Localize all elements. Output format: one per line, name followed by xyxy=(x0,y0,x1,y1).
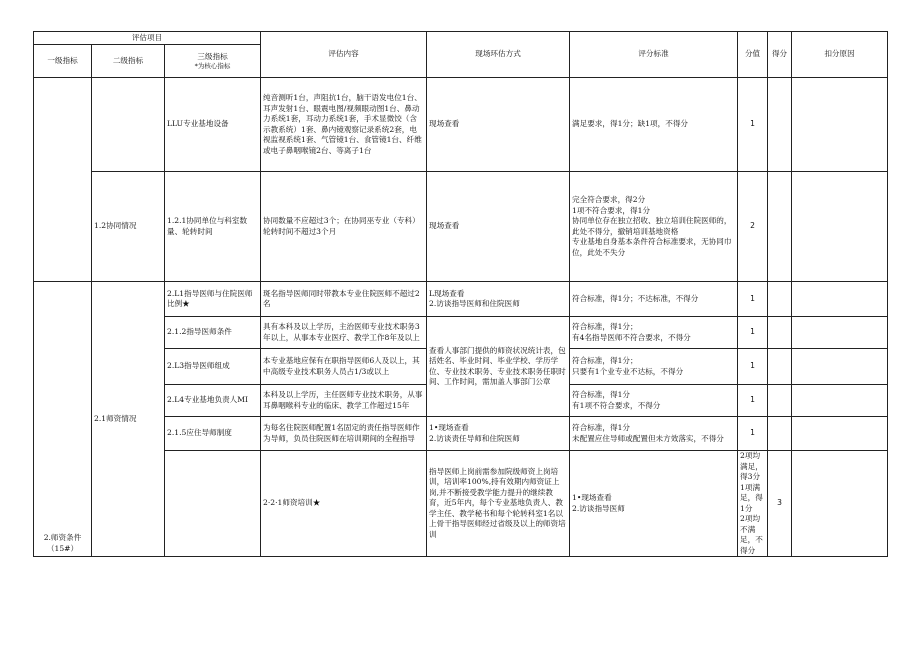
score-cell[interactable] xyxy=(768,349,792,385)
deduction-cell[interactable] xyxy=(792,317,888,349)
deduction-cell[interactable] xyxy=(792,78,888,172)
deduction-cell[interactable] xyxy=(792,385,888,417)
content-cell: 本专业基地应保有在职指导医师6人及以上，其中高级专业技术职务人员占1/3或以上 xyxy=(261,349,427,385)
score-cell[interactable] xyxy=(768,282,792,317)
deduction-cell[interactable] xyxy=(792,417,888,451)
header-level3 xyxy=(165,45,261,78)
score-cell[interactable] xyxy=(768,385,792,417)
points-cell: 1 xyxy=(738,349,768,385)
standard-cell: 完全符合要求，得2分 1项不符合要求，得1分 协同单位存在独立招收、独立培训住院医师的，此处不得分，撤销培训基地资格 专业基地自身基本条件符合标准要求，无协同巾位，此处不失分 xyxy=(570,172,738,282)
header-deduction: 扣分原因 xyxy=(792,32,888,78)
assessment-table xyxy=(33,31,888,557)
standard-cell: 符合标准，得1分 未配置应住导师或配置但未方效落实，不得分 xyxy=(570,417,738,451)
method-cell: 1•现场查看 2.访谈责任导师和住院医师 xyxy=(427,417,570,451)
table-row xyxy=(34,78,888,172)
method-cell: 1•现场查看 2.访谈指导医师 xyxy=(570,451,738,557)
header-level2: 二级指标 xyxy=(92,45,165,78)
content-cell: 具有本科及以上学历，主治医师专业技术职务3年以上，从事本专业医疗、教学工作8年及以上 xyxy=(261,317,427,349)
score-cell[interactable] xyxy=(768,417,792,451)
points-cell: 1 xyxy=(738,282,768,317)
header-level3-label: 三级指标 xyxy=(197,52,228,62)
points-cell: 1 xyxy=(738,317,768,349)
header-content: 评估内容 xyxy=(261,32,427,78)
table-row xyxy=(34,282,888,317)
points-cell: 1 xyxy=(738,78,768,172)
content-cell: 协同数量不应超过3个；在协同巫专业（专科）轮转时间不超过3个月 xyxy=(261,172,427,282)
method-cell: 查看人事部门提供的师资状况统计表，包括姓名、毕业时间、毕业学校、学历学位、专业技术职务、专业技术职务任职时间、工作时间，需加盖人事部门公章 xyxy=(427,317,570,417)
score-cell[interactable] xyxy=(768,317,792,349)
points-cell: 3 xyxy=(768,451,792,557)
header-level3-note: *为核心指标 xyxy=(194,61,231,70)
method-cell: 现场查看 xyxy=(427,172,570,282)
header-method: 现场环估方式 xyxy=(427,32,570,78)
points-cell: 2 xyxy=(738,172,768,282)
level2-cell-empty xyxy=(92,78,165,172)
level2-cell-empty xyxy=(165,451,261,557)
level3-cell: 2.L1指导医师与住院医师比例★ xyxy=(165,282,261,317)
level1-cell-empty xyxy=(34,78,92,282)
table-row xyxy=(34,172,888,282)
content-cell: 纯音测听1台，声阻抗1台，脑干语发电位1台、耳声发射1台、眼震电图/视频眼动图1台、鼻动力系统1套，耳动力系统1套，手术显微饺（含示教系统）1套、鼻内镜观察记录系统2套，电视监视系统1套、气管镜1台、食管镜1台、纤维或电子鼻咽喉镜2台、等离子1台 xyxy=(261,78,427,172)
score-cell[interactable] xyxy=(768,172,792,282)
standard-cell: 符合标准，得1分 有1项不符合要求，不得分 xyxy=(570,385,738,417)
level3-cell: 2·2·1师资培训★ xyxy=(261,451,427,557)
header-standard: 评分标准 xyxy=(570,32,738,78)
level3-cell: 2.1.5应住导师制度 xyxy=(165,417,261,451)
standard-cell: 符合标准，得1分； 只要有1个业专业不达标，不得分 xyxy=(570,349,738,385)
level3-cell: 1.2.1协同单位与科室数量、轮转时间 xyxy=(165,172,261,282)
method-cell: L现场查看 2.访谈指导医师和住院医师 xyxy=(427,282,570,317)
header-level1: 一级指标 xyxy=(34,45,92,78)
level1-cell: 2.师资条件（15#） xyxy=(34,282,92,557)
level3-cell: 2.L4专业基地负责人MI xyxy=(165,385,261,417)
header-assessment-item: 评估项目 xyxy=(34,32,261,45)
standard-cell: 符合标准，得1分；不达标准，不得分 xyxy=(570,282,738,317)
content-cell: 指导医师上岗前需参加院级师资上岗培训，培训率100%,持有效期内师资证上岗,并不断接受教学能力提升的继续教育，近5年内，每个专业基地负责人、教学主任、教学秘书和每个轮转科室1名以上骨干指导医师经过省级及以上的师资培训 xyxy=(427,451,570,557)
score-cell[interactable] xyxy=(768,78,792,172)
standard-cell: 符合标准，得1分； 有4名指导医师不符合要求，不得分 xyxy=(570,317,738,349)
level3-cell: LLU专业基地设备 xyxy=(165,78,261,172)
score-cell[interactable] xyxy=(792,451,888,557)
deduction-cell[interactable] xyxy=(792,349,888,385)
level2-cell: 1.2协同情况 xyxy=(92,172,165,282)
content-cell: 为每名住院医师配置1名固定的责任指导医师作为导师，负员住院医师在培训期间的全程指导 xyxy=(261,417,427,451)
content-cell: 斑名指导医师同时带教本专业住院医师不超过2名 xyxy=(261,282,427,317)
header-points: 分值 xyxy=(738,32,768,78)
points-cell: 1 xyxy=(738,417,768,451)
deduction-cell[interactable] xyxy=(792,172,888,282)
deduction-cell[interactable] xyxy=(792,282,888,317)
header-score: 得分 xyxy=(768,32,792,78)
standard-cell: 2项均满足，得3分 1项满足，得1分 2项均不满足，不得分 xyxy=(738,451,768,557)
level3-cell: 2.1.2指导医师条件 xyxy=(165,317,261,349)
points-cell: 1 xyxy=(738,385,768,417)
method-cell: 现场查看 xyxy=(427,78,570,172)
standard-cell: 满足要求，得1分；缺1项，不得分 xyxy=(570,78,738,172)
content-cell: 本科及以上学历，主任医师专业技术职务，从事耳鼻咽喉科专业的临床、教学工作超过15年 xyxy=(261,385,427,417)
level3-cell: 2.L3指导医师组成 xyxy=(165,349,261,385)
level2-cell: 2.1师资情况 xyxy=(92,282,165,557)
